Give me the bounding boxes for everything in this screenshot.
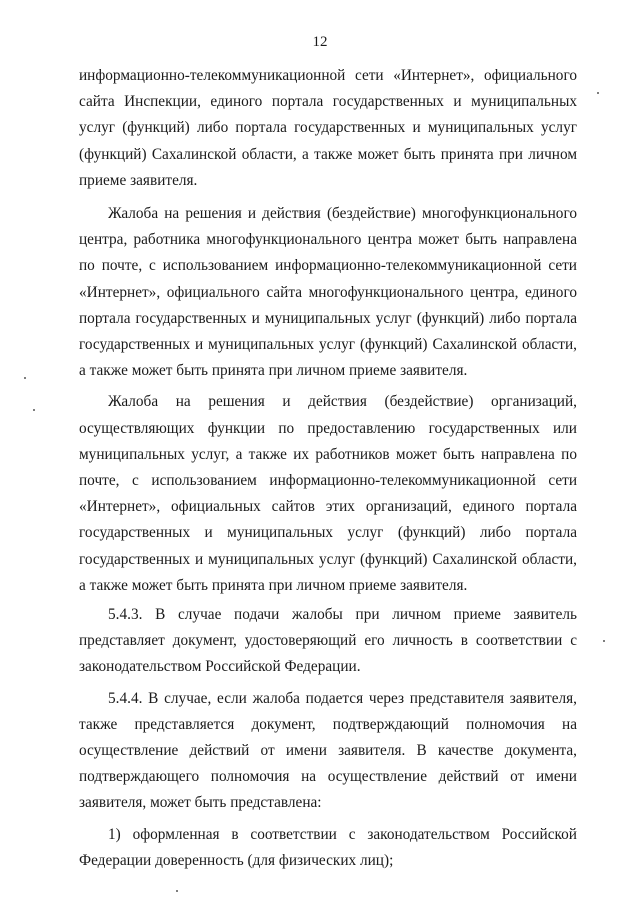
scan-speck	[176, 890, 178, 892]
scan-speck	[24, 377, 26, 379]
document-body	[79, 63, 577, 874]
scan-speck	[33, 409, 35, 411]
scan-speck	[603, 640, 605, 642]
paragraph-5-4-4: 5.4.4. В случае, если жалоба подается через представителя заявителя, также представляется документ, подтверждающий полномочия на осуществление действий от имени заявителя. В качестве документа, подтверждающего полномочия на осуществление действий от имени заявителя, может быть представлена:	[79, 689, 577, 812]
paragraph-mfc-complaint: Жалоба на решения и действия (бездействие) многофункционального центра, работника многофункционального центра может быть направлена по почте, с использованием информационно-телекоммуникационной сети «Интернет», официального сайта многофункционального центра, единого портала государственных и муниципальных услуг (функций) либо портала государственных и муниципальных услуг (функций) Сахалинской области, а также может быть принята при личном приеме заявителя.	[79, 205, 577, 380]
list-item-1: 1) оформленная в соответствии с законодательством Российской Федерации доверенность (для физических лиц);	[79, 825, 577, 869]
paragraph-organizations-complaint: Жалоба на решения и действия (бездействие) организаций, осуществляющих функции по предоставлению государственных или муниципальных услуг, а также их работников может быть направлена по почте, с использованием информационно-телекоммуникационной сети «Интернет», официальных сайтов этих организаций, единого портала государственных и муниципальных услуг (функций) либо портала государственных и муниципальных услуг (функций) Сахалинской области, а также может быть принята при личном приеме заявителя.	[79, 393, 577, 594]
paragraph-5-4-3: 5.4.3. В случае подачи жалобы при личном приеме заявитель представляет документ, удостоверяющий его личность в соответствии с законодательством Российской Федерации.	[79, 606, 577, 676]
page-number: 12	[312, 34, 328, 50]
paragraph-continuation: информационно-телекоммуникационной сети «Интернет», официального сайта Инспекции, единого портала государственных и муниципальных услуг (функций) либо портала государственных и муниципальных услуг (функций) Сахалинской области, а также может быть принята при личном приеме заявителя.	[79, 67, 577, 189]
scan-speck	[597, 92, 599, 94]
